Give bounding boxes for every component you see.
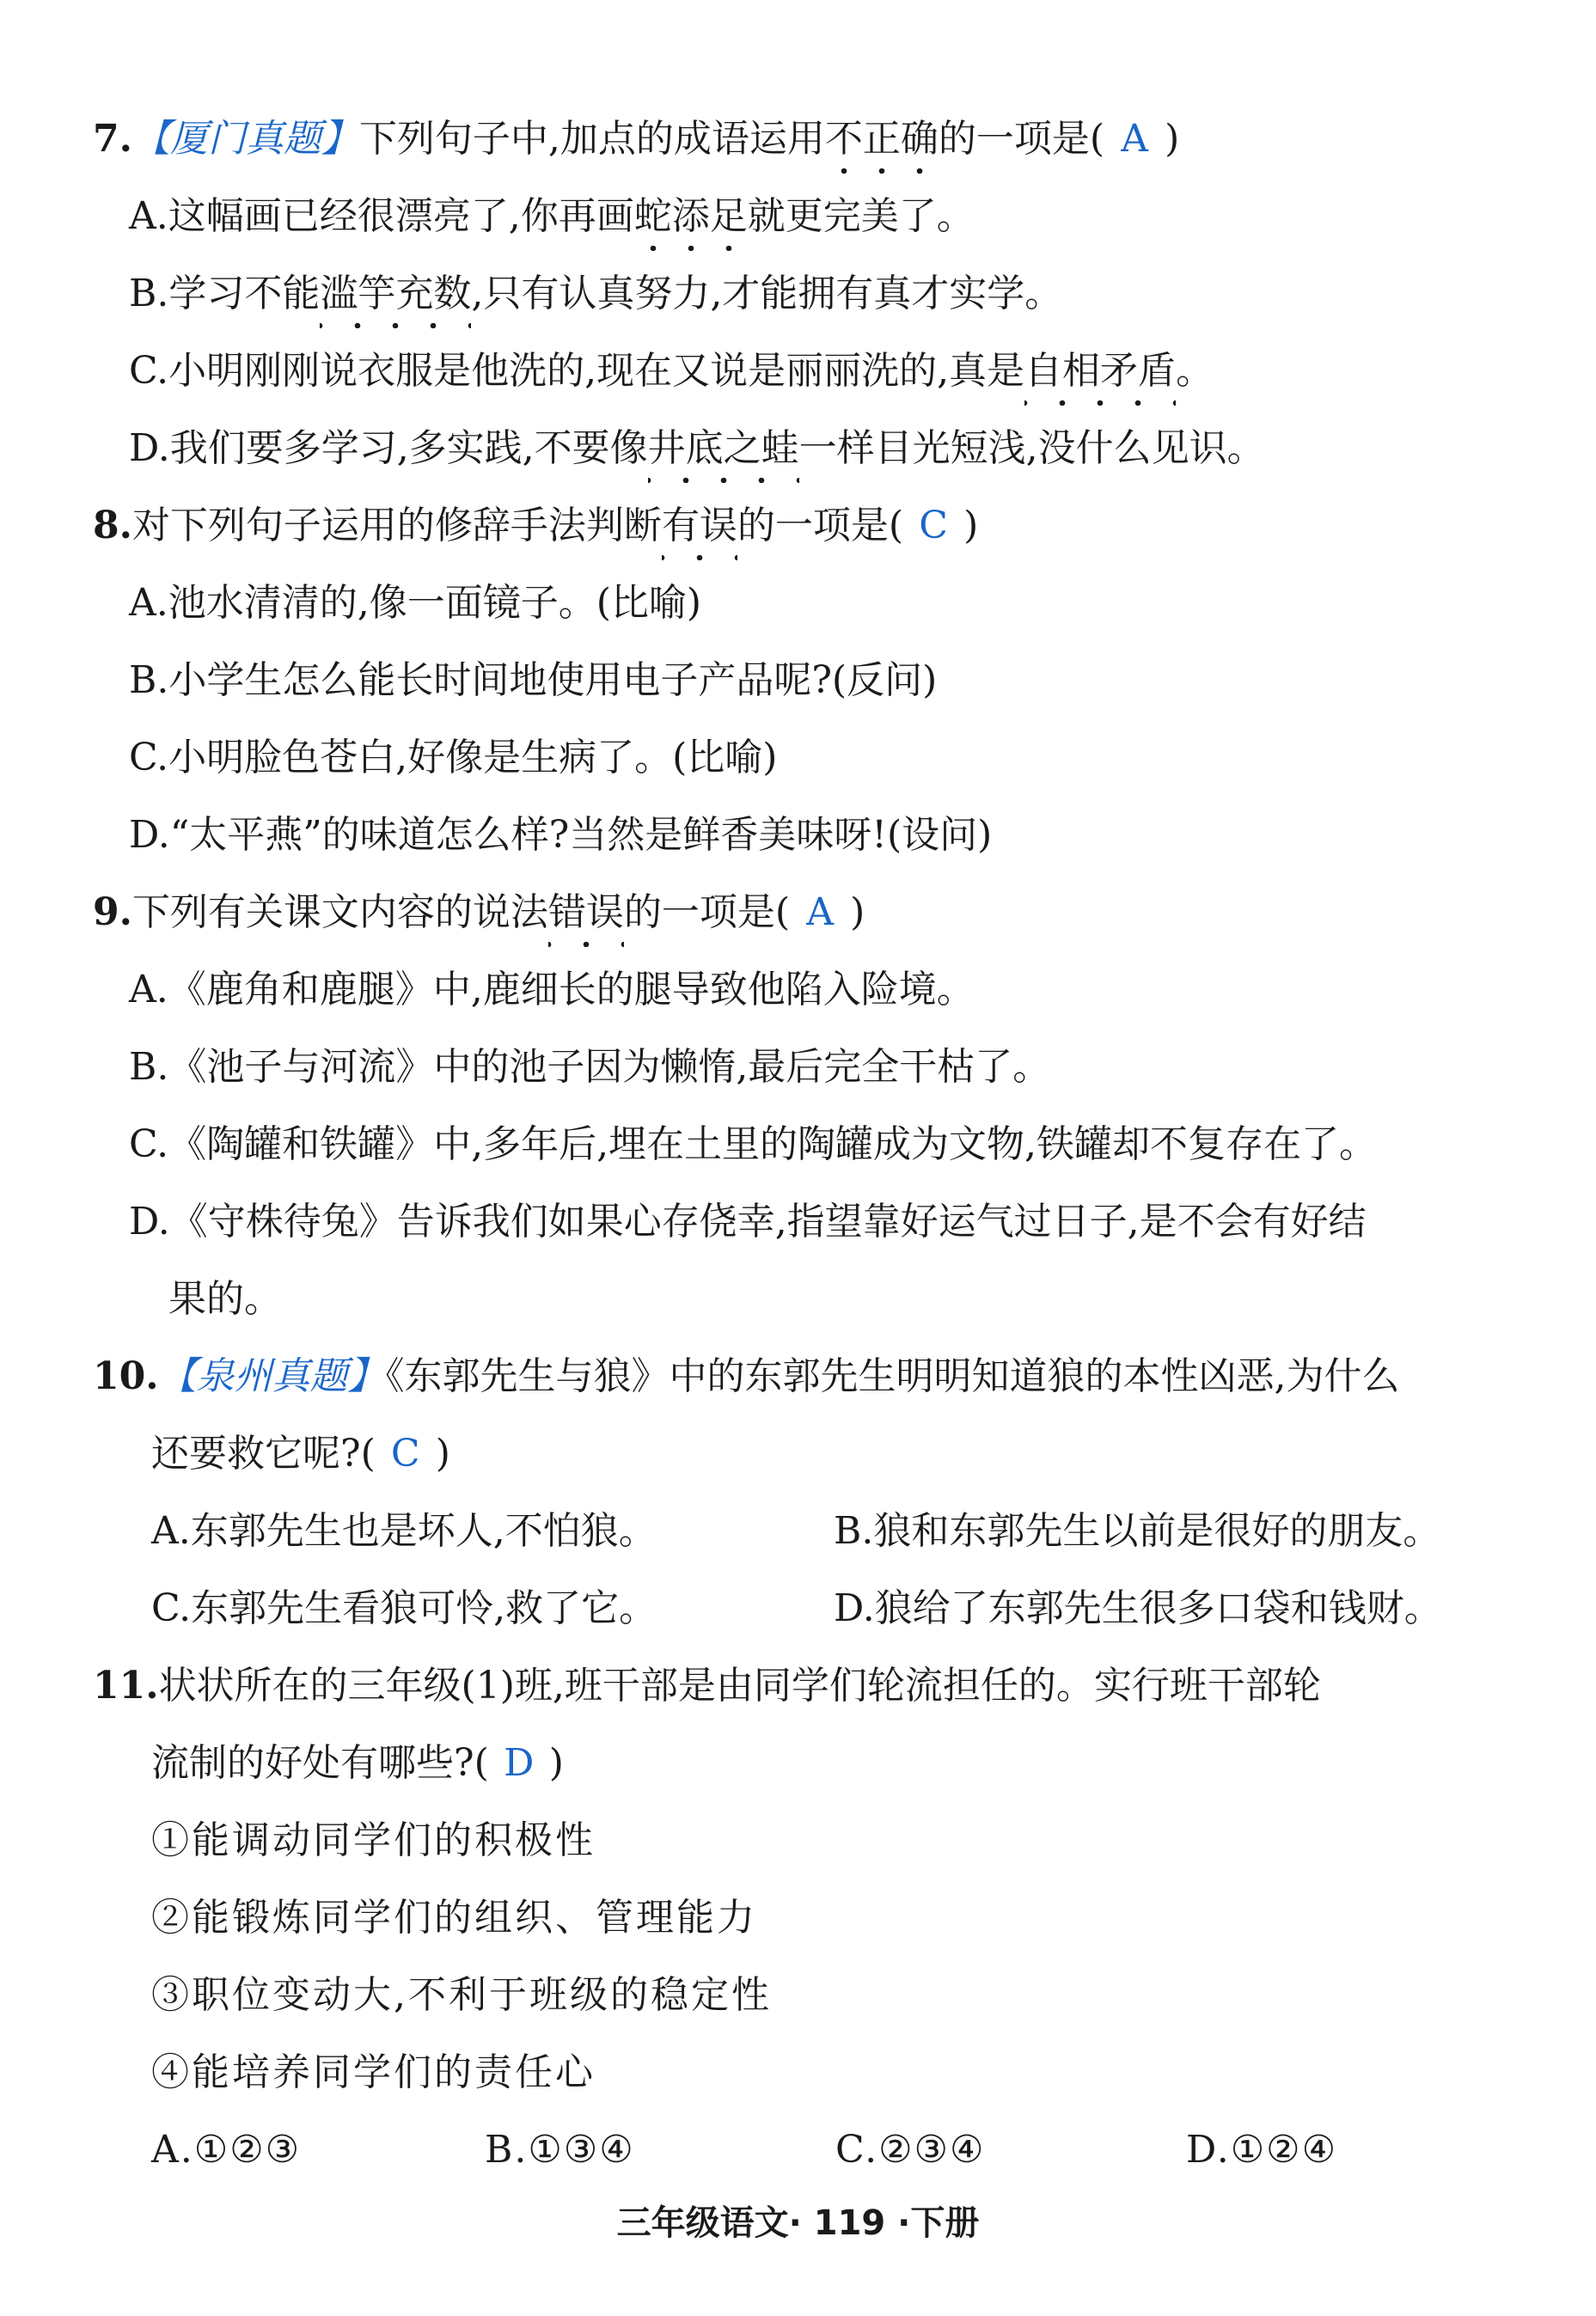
q7-option-a (129, 191, 975, 242)
q10-stem-text: 《东郭先生与狼》中的东郭先生明明知道狼的本性凶恶,为什么 (385, 1354, 1400, 1398)
q11-item-4: ④能培养同学们的责任心 (151, 2050, 596, 2094)
q8-answer: C (919, 504, 948, 547)
q9-option-b: B.《池子与河流》中的池子因为懒惰,最后完全干枯了。 (129, 1045, 1051, 1089)
q11-stem-line2 (151, 1738, 564, 1789)
q11-answer: D (504, 1741, 535, 1785)
q9-stem-text-a: 下列有关课文内容的说法 (131, 890, 548, 934)
q11-stem (93, 1660, 1321, 1712)
q11-option-c: C.②③④ (835, 2128, 986, 2172)
q8-stem-text-b: 的一项是( (737, 504, 904, 547)
q7-number: 7. (93, 117, 132, 161)
q7-option-a-post: 就更完美了。 (747, 194, 975, 238)
q8-close: ) (963, 504, 979, 547)
q8-stem-text-a: 对下列句子运用的修辞手法判断 (131, 504, 662, 547)
q10-option-b: B.狼和东郭先生以前是很好的朋友。 (834, 1509, 1441, 1553)
q10-close: ) (435, 1432, 450, 1476)
q9-stem-emphasis: 错误 (548, 887, 624, 938)
q7-close: ) (1165, 117, 1180, 161)
q10-option-a: A.东郭先生也是坏人,不怕狼。 (151, 1509, 657, 1553)
q7-option-b-post: ,只有认真努力,才能拥有真才实学。 (471, 272, 1063, 315)
q9-number: 9. (93, 890, 132, 934)
q11-option-d: D.①②④ (1186, 2128, 1338, 2172)
q9-option-d: D.《守株待兔》告诉我们如果心存侥幸,指望靠好运气过日子,是不会有好结 (129, 1200, 1367, 1244)
q9-answer: A (806, 890, 834, 934)
q11-item-1: ①能调动同学们的积极性 (151, 1818, 596, 1862)
q7-option-b (129, 268, 1062, 320)
q10-option-c: C.东郭先生看狼可怜,救了它。 (151, 1586, 657, 1630)
q11-stem-text-2: 流制的好处有哪些?( (151, 1741, 489, 1785)
q7-option-c (129, 345, 1214, 397)
q10-stem (93, 1351, 1400, 1402)
q7-option-d-pre: D.我们要多学习,多实践,不要像 (129, 426, 648, 470)
q9-stem (93, 887, 865, 938)
q9-stem-text-b: 的一项是( (623, 890, 791, 934)
q10-answer: C (390, 1432, 420, 1476)
q11-number: 11. (93, 1664, 159, 1708)
q7-stem-text-a: 下列句子中,加点的成语运用 (358, 117, 825, 161)
q9-option-a: A.《鹿角和鹿腿》中,鹿细长的腿导致他陷入险境。 (129, 968, 975, 1011)
q8-option-d: D.“太平燕”的味道怎么样?当然是鲜香美味呀!(设问) (129, 813, 993, 857)
q8-stem (93, 500, 978, 552)
q10-source-tag: 【泉州真题】 (158, 1354, 386, 1398)
q7-option-c-post: 。 (1176, 349, 1214, 393)
q7-answer: A (1121, 117, 1148, 161)
q7-option-a-idiom: 蛇添足 (634, 191, 748, 242)
q11-item-2: ②能锻炼同学们的组织、管理能力 (151, 1896, 757, 1940)
q7-option-d-post: 一样目光短浅,没什么见识。 (798, 426, 1265, 470)
q7-option-d-idiom: 井底之蛙 (648, 423, 799, 474)
q7-option-b-idiom: 滥竽充数 (320, 268, 471, 320)
q7-stem-text-b: 的一项是( (938, 117, 1105, 161)
q8-option-c: C.小明脸色苍白,好像是生病了。(比喻) (129, 736, 778, 779)
q7-option-c-pre: C.小明刚刚说衣服是他洗的,现在又说是丽丽洗的,真是 (129, 349, 1025, 393)
q10-number: 10. (93, 1354, 159, 1398)
q11-item-3: ③职位变动大,不利于班级的稳定性 (151, 1973, 772, 2017)
q8-number: 8. (93, 504, 132, 547)
q7-option-a-pre: A.这幅画已经很漂亮了,你再画 (129, 194, 634, 238)
q8-option-a: A.池水清清的,像一面镜子。(比喻) (129, 581, 702, 625)
q10-option-d: D.狼给了东郭先生很多口袋和钱财。 (834, 1586, 1442, 1630)
q11-close: ) (548, 1741, 564, 1785)
q9-option-d-continued: 果的。 (168, 1277, 282, 1321)
q9-option-c: C.《陶罐和铁罐》中,多年后,埋在土里的陶罐成为文物,铁罐却不复存在了。 (129, 1122, 1378, 1166)
q7-stem-emphasis: 不正确 (825, 113, 939, 165)
q10-stem-line2 (151, 1428, 450, 1480)
q11-stem-text: 状状所在的三年级(1)班,班干部是由同学们轮流担任的。实行班干部轮 (158, 1664, 1321, 1708)
q7-option-b-pre: B.学习不能 (129, 272, 321, 315)
page-footer: 三年级语文· 119 ·下册 (616, 2203, 980, 2243)
q10-stem-text-2: 还要救它呢?( (151, 1432, 376, 1476)
q8-option-b: B.小学生怎么能长时间地使用电子产品呢?(反问) (129, 658, 938, 702)
q11-option-b: B.①③④ (485, 2128, 635, 2172)
q7-stem (93, 113, 1179, 165)
q7-option-d (129, 423, 1265, 474)
q7-source-tag: 【厦门真题】 (131, 117, 359, 161)
q7-option-c-idiom: 自相矛盾 (1024, 345, 1176, 397)
q11-option-a: A.①②③ (151, 2128, 302, 2172)
q8-stem-emphasis: 有误 (662, 500, 737, 552)
q9-close: ) (850, 890, 865, 934)
